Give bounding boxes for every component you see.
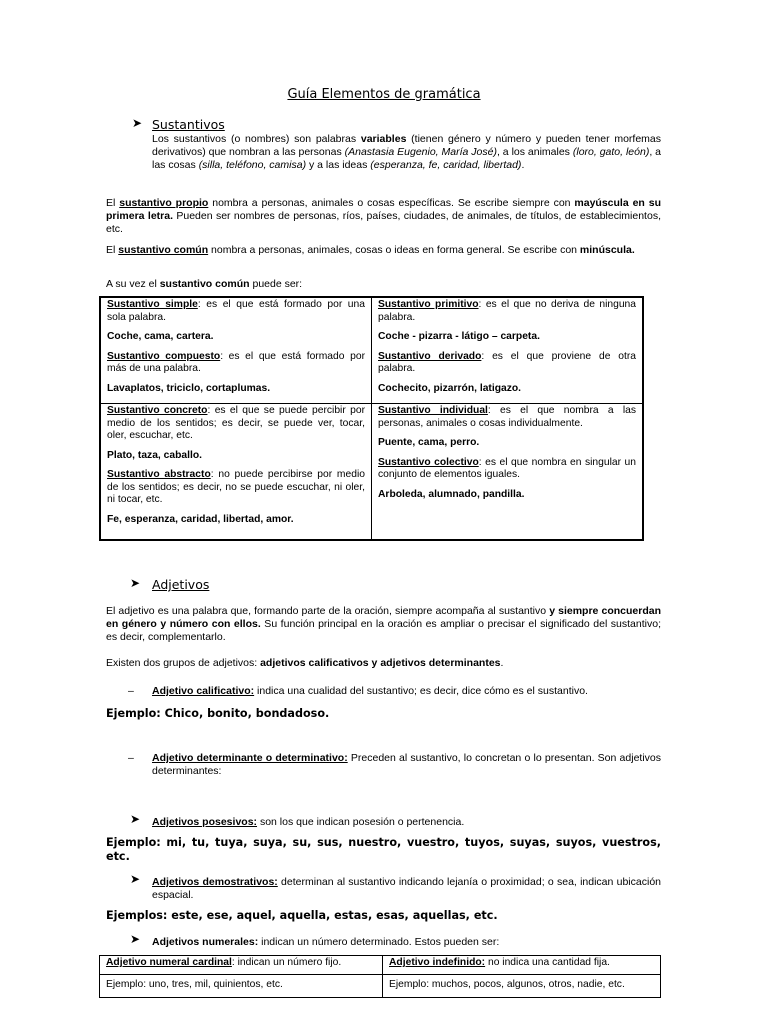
adjetivos-grupos: Existen dos grupos de adjetivos: adjetivos calificativos y adjetivos determinantes.	[106, 657, 504, 669]
sustantivo-propio-paragraph: El sustantivo propio nombra a personas, animales o cosas específicas. Se escribe siempre con mayúscula en su primera letra. Pueden ser nombres de personas, ríos, países, ciudades, de animales, de títulos, de establecimientos, etc.	[106, 197, 661, 235]
table-cell-concreto-abstracto: Sustantivo concreto: es el que se puede percibir por medio de los sentidos; es decir, se puede ver, tocar, oler, escuchar, etc. Plato, taza, caballo. Sustantivo abstracto: no puede percibirse por medio de los sentidos; es decir, no se puede escuchar, ni oler, ni tocar, etc. Fe, esperanza, caridad, libertad, amor.	[100, 404, 372, 541]
dash-bullet: –	[128, 685, 134, 697]
adjetivos-demostrativos-item: Adjetivos demostrativos: determinan al sustantivo indicando lejanía o proximidad; o sea, indican ubicación espacial.	[152, 876, 661, 901]
dash-bullet: –	[128, 752, 134, 764]
arrow-bullet-icon: ➤	[132, 116, 143, 130]
arrow-bullet-icon: ➤	[130, 812, 141, 826]
table-cell-individual-colectivo: Sustantivo individual: es el que nombra a las personas, animales o cosas individualmente. Puente, cama, perro. Sustantivo colectivo: es el que nombra en singular un conjunto de elementos iguales. Arboleda, alumnado, pandilla.	[372, 404, 644, 541]
numerales-table	[99, 955, 661, 998]
sustantivos-intro: Los sustantivos (o nombres) son palabras variables (tienen género y número y pueden tener morfemas derivativos) que nombran a las personas (Anastasia Eugenio, María José), a los animales (loro, gato, león), a las cosas (silla, teléfono, camisa) y a las ideas (esperanza, fe, caridad, libertad).	[152, 133, 662, 171]
arrow-bullet-icon: ➤	[130, 872, 141, 886]
page-title: Guía Elementos de gramática	[287, 87, 481, 102]
table-cell-primitivo-derivado: Sustantivo primitivo: es el que no deriva de ninguna palabra. Coche - pizarra - látigo – carpeta. Sustantivo derivado: es el que proviene de otra palabra. Cochecito, pizarrón, latigazo.	[372, 297, 644, 404]
arrow-bullet-icon: ➤	[130, 932, 141, 946]
section-heading-adjetivos: Adjetivos	[152, 577, 210, 592]
adjetivo-determinante-item: Adjetivo determinante o determinativo: Preceden al sustantivo, lo concretan o lo presentan. Son adjetivos determinantes:	[152, 752, 661, 777]
adjetivos-numerales-item: Adjetivos numerales: indican un número determinado. Estos pueden ser:	[152, 936, 500, 948]
table-cell-indefinido: Adjetivo indefinido: no indica una cantidad fija.	[383, 956, 661, 975]
sustantivo-comun-paragraph: El sustantivo común nombra a personas, animales, cosas o ideas en forma general. Se escribe con minúscula.	[106, 244, 635, 256]
calificativo-example: Ejemplo: Chico, bonito, bondadoso.	[106, 707, 330, 720]
arrow-bullet-icon: ➤	[130, 576, 141, 590]
table-cell-cardinal: Adjetivo numeral cardinal: indican un número fijo.	[100, 956, 383, 975]
section-heading-sustantivos: Sustantivos	[152, 117, 225, 132]
adjetivos-posesivos-item: Adjetivos posesivos: son los que indican posesión o pertenencia.	[152, 816, 465, 828]
posesivos-example: Ejemplo: mi, tu, tuya, suya, su, sus, nuestro, vuestro, tuyos, suyas, suyos, vuestros, etc.	[106, 836, 661, 863]
sustantivos-table	[99, 296, 644, 541]
table-cell-indefinido-example: Ejemplo: muchos, pocos, algunos, otros, nadie, etc.	[383, 974, 661, 998]
table-cell-simple-compuesto: Sustantivo simple: es el que está formado por una sola palabra. Coche, cama, cartera. Sustantivo compuesto: es el que está formado por más de una palabra. Lavaplatos, triciclo, cortaplumas.	[100, 297, 372, 404]
demostrativos-example: Ejemplos: este, ese, aquel, aquella, estas, esas, aquellas, etc.	[106, 909, 498, 922]
adjetivos-intro: El adjetivo es una palabra que, formando parte de la oración, siempre acompaña al sustantivo y siempre concuerdan en género y número con ellos. Su función principal en la oración es ampliar o precisar el significado del sustantivo; es decir, complementarlo.	[106, 605, 661, 643]
table-cell-cardinal-example: Ejemplo: uno, tres, mil, quinientos, etc.	[100, 974, 383, 998]
sustantivo-comun-tipos: A su vez el sustantivo común puede ser:	[106, 278, 303, 290]
adjetivo-calificativo-item: Adjetivo calificativo: indica una cualidad del sustantivo; es decir, dice cómo es el sustantivo.	[152, 685, 588, 697]
